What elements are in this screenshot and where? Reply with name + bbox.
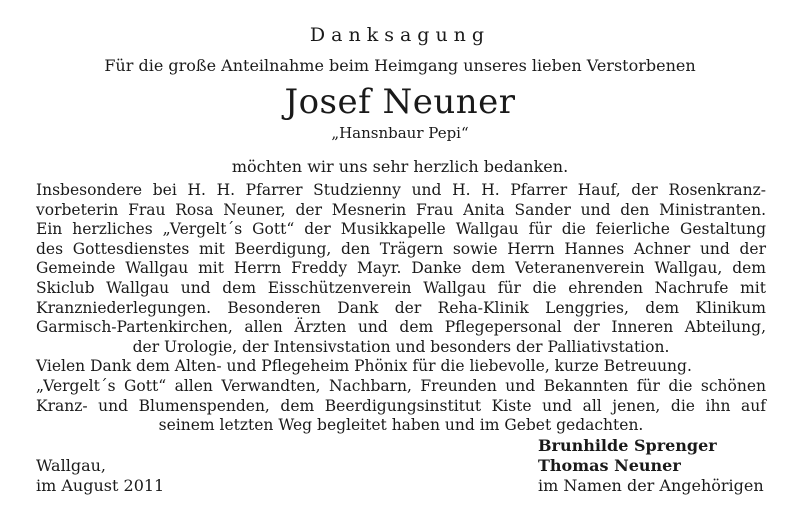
signature-block bbox=[538, 436, 764, 496]
signoff: im Namen der Angehörigen bbox=[538, 476, 764, 495]
place: Wallgau, bbox=[36, 456, 106, 475]
heading: Danksagung bbox=[309, 24, 491, 46]
body-line: Vielen Dank dem Alten- und Pflegeheim Phönix für die liebevolle, kurze Betreuung. bbox=[36, 357, 692, 376]
body-line: „Vergelt´s Gott“ allen Verwandten, Nachbarn, Freunden und Bekannten für die schönen bbox=[36, 376, 766, 395]
body-line: der Urologie, der Intensivstation und besonders der Palliativstation. bbox=[132, 337, 670, 356]
nickname: „Hansnbaur Pepi“ bbox=[331, 124, 469, 142]
signer-name: Thomas Neuner bbox=[538, 456, 681, 475]
date: im August 2011 bbox=[36, 476, 165, 495]
body-line: seinem letzten Weg begleitet haben und im Gebet gedachten. bbox=[158, 416, 644, 435]
body-text bbox=[36, 181, 766, 436]
body-line: des Gottesdienstes mit Beerdigung, den Trägern sowie Herrn Hannes Achner und der bbox=[36, 239, 766, 258]
intro-text: Für die große Anteilnahme beim Heimgang unseres lieben Verstorbenen bbox=[104, 56, 696, 75]
body-line: vorbeterin Frau Rosa Neuner, der Mesnerin Frau Anita Sander und den Ministranten. bbox=[36, 200, 766, 219]
body-line: Insbesondere bei H. H. Pfarrer Studzienny und H. H. Pfarrer Hauf, der Rosenkranz- bbox=[36, 181, 766, 199]
body-line: Kranzniederlegungen. Besonderen Dank der Reha-Klinik Lenggries, dem Klinikum bbox=[36, 298, 766, 317]
place-date bbox=[36, 456, 164, 496]
body-line: Kranz- und Blumenspenden, dem Beerdigungsinstitut Kiste und all jenen, die ihn auf bbox=[36, 396, 766, 415]
thanks-line: möchten wir uns sehr herzlich bedanken. bbox=[231, 157, 569, 176]
body-line: Gemeinde Wallgau mit Herrn Freddy Mayr. Danke dem Veteranenverein Wallgau, dem bbox=[36, 259, 766, 278]
body-line: Garmisch-Partenkirchen, allen Ärzten und dem Pflegepersonal der Inneren Abteilung, bbox=[36, 318, 766, 337]
deceased-name: Josef Neuner bbox=[284, 82, 516, 122]
body-line: Ein herzliches „Vergelt´s Gott“ der Musikkapelle Wallgau für die feierliche Gestaltung bbox=[36, 220, 766, 239]
body-line: Skiclub Wallgau und dem Eisschützenverein Wallgau für die ehrenden Nachrufe mit bbox=[36, 278, 766, 297]
signer-name: Brunhilde Sprenger bbox=[538, 436, 717, 455]
